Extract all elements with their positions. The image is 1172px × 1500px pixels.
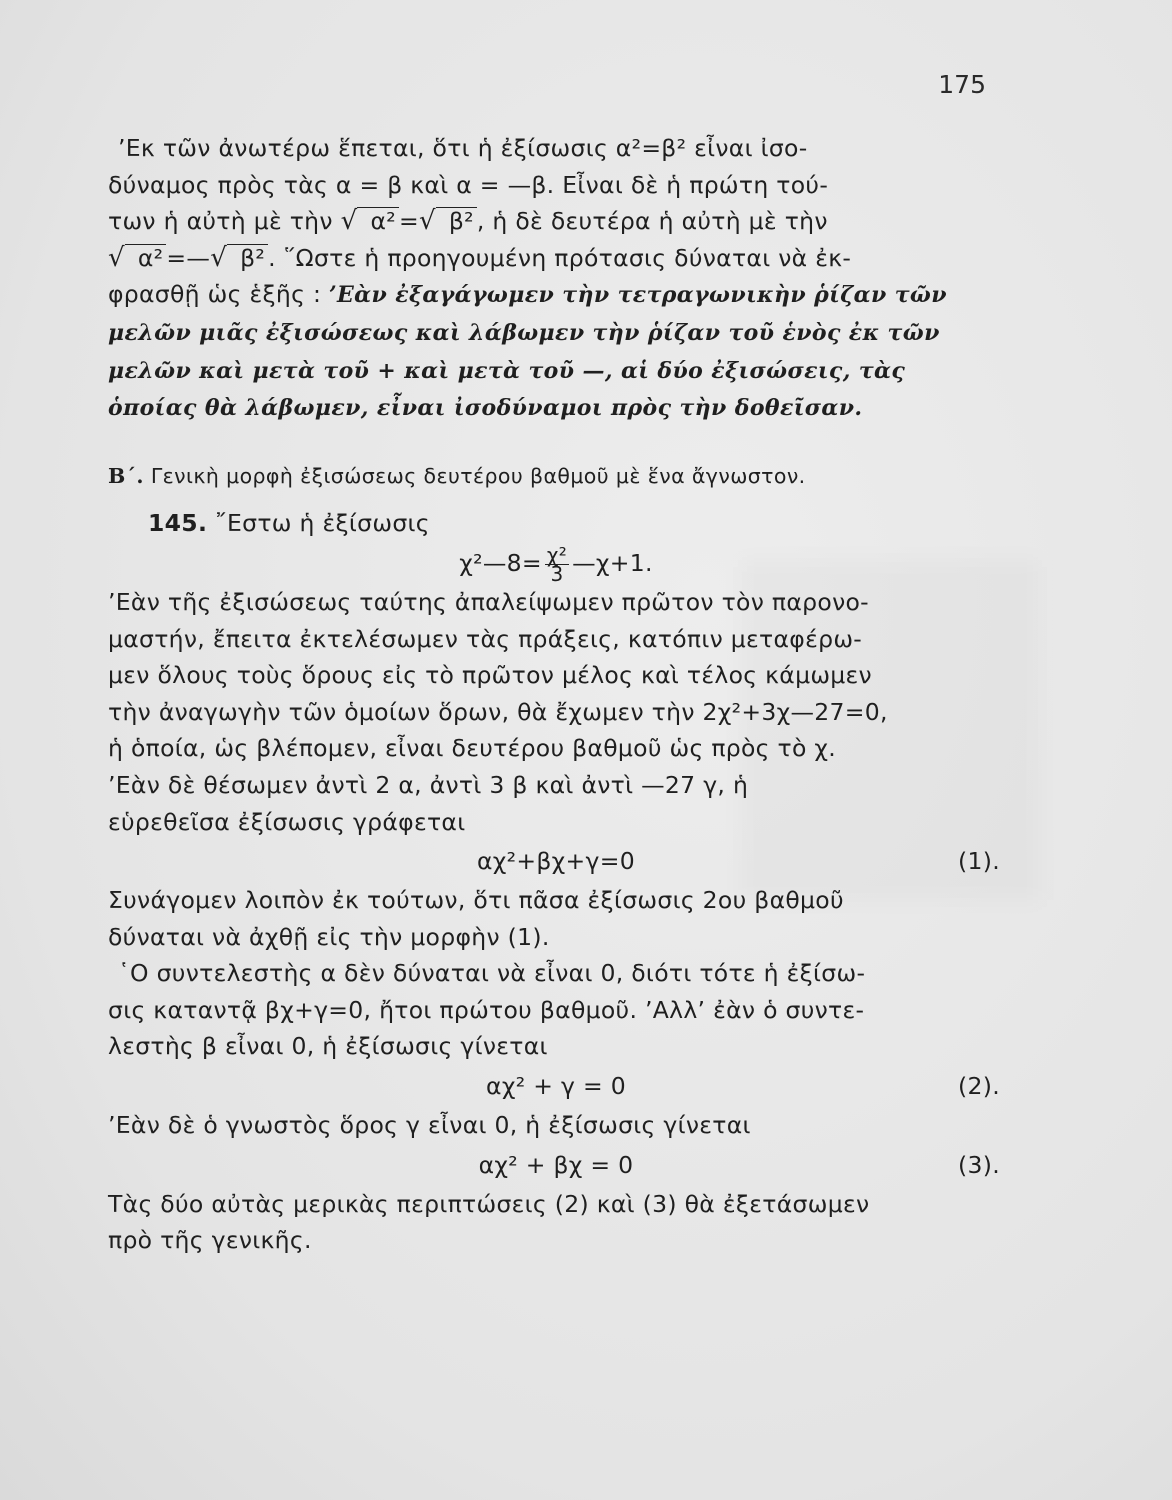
- equation-example: [108, 542, 1004, 584]
- paragraph-known-term: [108, 1107, 1004, 1144]
- paragraph-conclusion: [108, 882, 1004, 955]
- radical-sign-icon: √: [340, 206, 358, 237]
- fraction: [545, 542, 569, 586]
- text-fragment: , ἡ δὲ δευτέρα ἡ αὐτὴ μὲ τὴν: [476, 207, 828, 236]
- fraction-denominator: 3: [550, 561, 564, 586]
- theorem-text: ’Εὰν ἐξαγάγωμεν τὴν τετραγωνικὴν ῥίζαν τῶν: [328, 282, 947, 309]
- equation-expression: αχ² + γ = 0: [486, 1072, 626, 1101]
- text-line: των ἡ αὐτὴ μὲ τὴν: [108, 207, 341, 236]
- text-line: ’Εὰν δὲ θέσωμεν ἀντὶ 2 α, ἀντὶ 3 β καὶ ἀντὶ —27 γ, ἡ: [108, 770, 749, 799]
- section-heading: [108, 458, 1004, 495]
- page-number: 175: [938, 70, 986, 99]
- equation-label: (2).: [958, 1072, 1000, 1101]
- paragraph-coefficients: [108, 955, 1004, 1065]
- equation-expression: αχ²+βχ+γ=0: [477, 847, 635, 876]
- equation-label: (1).: [958, 847, 1000, 876]
- text-fragment: =: [398, 207, 419, 236]
- text-line: Τὰς δύο αὐτὰς μερικὰς περιπτώσεις (2) καὶ (3) θὰ ἐξετάσωμεν: [108, 1189, 870, 1218]
- paragraph-reduction: [108, 584, 1004, 840]
- page-body: [108, 130, 1004, 1259]
- text-line: τὴν ἀναγωγὴν τῶν ὁμοίων ὅρων, θὰ ἔχωμεν τὴν 2χ²+3χ—27=0,: [108, 697, 888, 726]
- text-line: δύναται νὰ ἀχθῇ εἰς τὴν μορφὴν (1).: [108, 922, 550, 951]
- text-line: μεν ὅλους τοὺς ὅρους εἰς τὸ πρῶτον μέλος καὶ τέλος κάμωμεν: [108, 661, 872, 690]
- section-number: Β΄.: [108, 463, 144, 488]
- radical-sign-icon: √: [210, 242, 228, 273]
- theorem-text: μελῶν καὶ μετὰ τοῦ + καὶ μετὰ τοῦ —, αἱ δύο ἐξισώσεις, τὰς: [108, 357, 906, 384]
- paragraph-special-cases: [108, 1186, 1004, 1259]
- text-line: Συνάγομεν λοιπὸν ἐκ τούτων, ὅτι πᾶσα ἐξίσωσις 2ου βαθμοῦ: [108, 886, 844, 915]
- radicand: β²: [436, 207, 477, 234]
- text-fragment: φρασθῇ ὡς ἑξῆς :: [108, 280, 329, 309]
- radicand: α²: [357, 207, 399, 234]
- text-line: λεστὴς β εἶναι 0, ἡ ἐξίσωσις γίνεται: [108, 1032, 548, 1061]
- equation-right: —χ+1.: [572, 548, 653, 577]
- paragraph-number: 145.: [148, 509, 208, 538]
- radical-sign-icon: √: [418, 206, 436, 237]
- theorem-text: ὁποίας θὰ λάβωμεν, εἶναι ἰσοδύναμοι πρὸς τὴν δοθεῖσαν.: [108, 395, 863, 422]
- equation-3: [108, 1144, 1004, 1186]
- radicand: α²: [125, 244, 167, 271]
- text-line: πρὸ τῆς γενικῆς.: [108, 1226, 312, 1255]
- text-line: εὑρεθεῖσα ἐξίσωσις γράφεται: [108, 807, 466, 836]
- radicand: β²: [227, 244, 268, 271]
- equation-expression: αχ² + βχ = 0: [478, 1150, 634, 1179]
- text-fragment: =—: [166, 243, 211, 272]
- text-line: σις καταντᾷ βχ+γ=0, ἤτοι πρώτου βαθμοῦ. ’Αλλ’ ἐὰν ὁ συντε-: [108, 995, 865, 1024]
- text-line: δύναμος πρὸς τὰς α = β καὶ α = —β. Εἶναι δὲ ἡ πρώτη τού-: [108, 170, 829, 199]
- text-line: ’Εὰν δὲ ὁ γνωστὸς ὅρος γ εἶναι 0, ἡ ἐξίσωσις γίνεται: [108, 1111, 751, 1140]
- text-line: ’Εὰν τῆς ἐξισώσεως ταύτης ἀπαλείψωμεν πρῶτον τὸν παρονο-: [108, 587, 869, 616]
- equation-label: (3).: [958, 1150, 1000, 1179]
- text-line: ’Εκ τῶν ἀνωτέρω ἕπεται, ὅτι ἡ ἐξίσωσις α²=β² εἶναι ἰσο-: [118, 134, 808, 162]
- text-line: ἡ ὁποία, ὡς βλέπομεν, εἶναι δευτέρου βαθμοῦ ὡς πρὸς τὸ χ.: [108, 734, 837, 763]
- section-title: Γενικὴ μορφὴ ἐξισώσεως δευτέρου βαθμοῦ μὲ ἕνα ἄγνωστον.: [150, 463, 806, 488]
- text-fragment: ῎Εστω ἡ ἐξίσωσις: [214, 509, 430, 538]
- equation-left: χ²—8=: [459, 548, 542, 577]
- radical-sign-icon: √: [108, 242, 125, 273]
- theorem-text: μελῶν μιᾶς ἐξισώσεως καὶ λάβωμεν τὴν ῥίζαν τοῦ ἑνὸς ἐκ τῶν: [108, 319, 940, 346]
- fraction-numerator: χ²: [546, 542, 568, 567]
- text-line: ῾Ο συντελεστὴς α δὲν δύναται νὰ εἶναι 0, διότι τότε ἡ ἐξίσω-: [118, 959, 866, 988]
- text-line: μαστήν, ἔπειτα ἐκτελέσωμεν τὰς πράξεις, κατόπιν μεταφέρω-: [108, 624, 863, 653]
- text-fragment: . ῞Ωστε ἡ προηγουμένη πρότασις δύναται νὰ ἐκ-: [268, 243, 852, 272]
- paragraph-equivalence: [108, 130, 1004, 427]
- equation-2: [108, 1065, 1004, 1107]
- paragraph-145: [108, 505, 1004, 542]
- equation-1: [108, 840, 1004, 882]
